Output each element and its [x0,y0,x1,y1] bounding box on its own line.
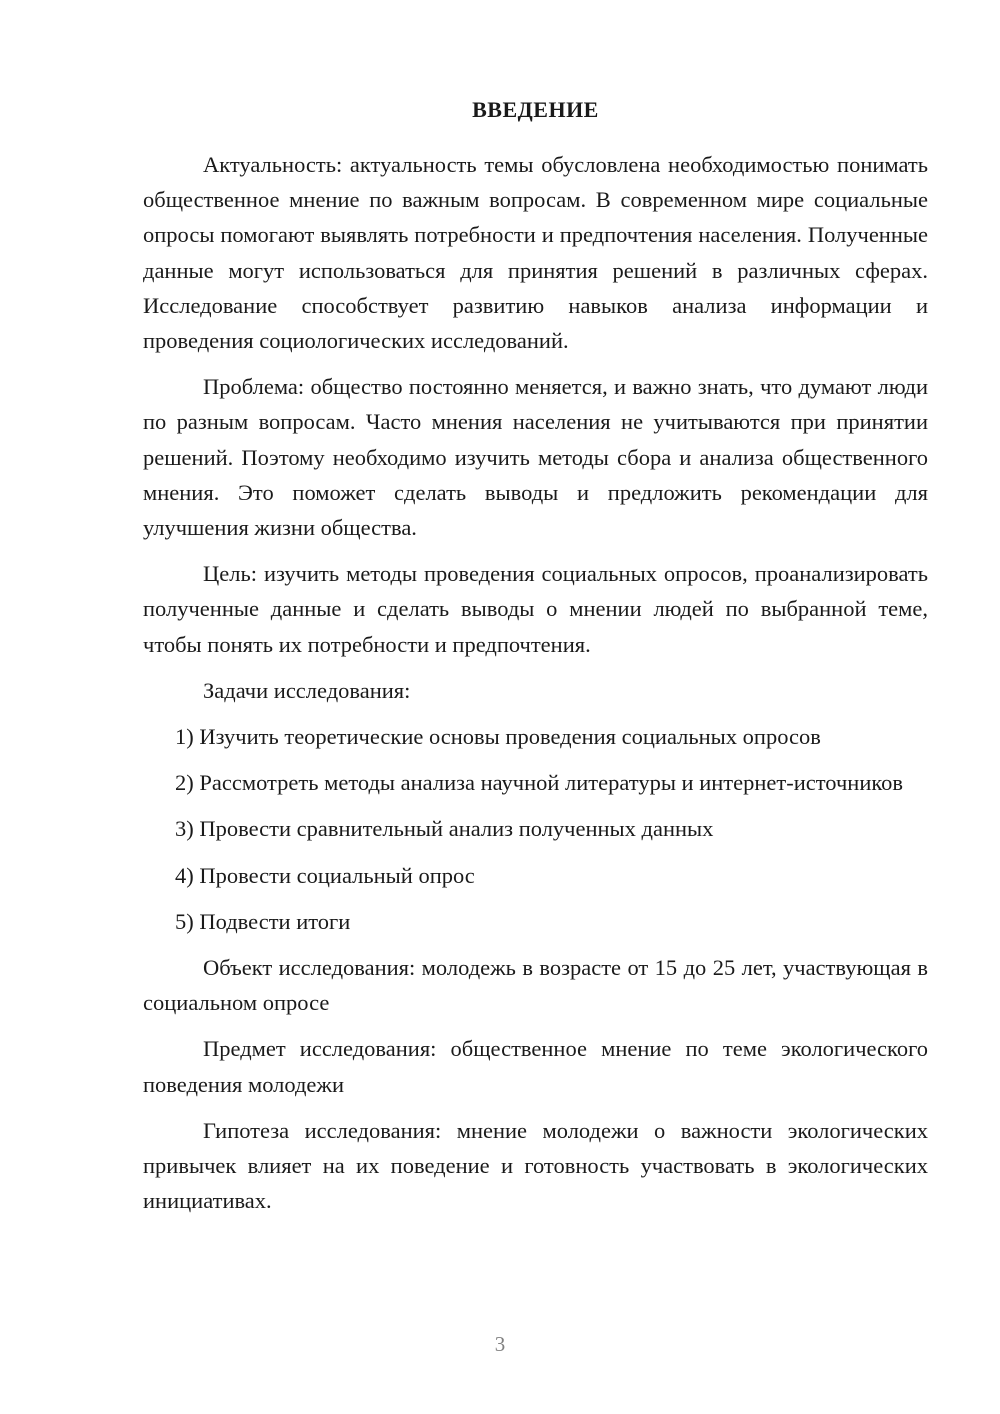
goal-paragraph: Цель: изучить методы проведения социальных опросов, проанализировать полученные данные и сделать выводы о мнении людей по выбранной теме, чтобы понять их потребности и предпочтения. [143,561,928,657]
tasks-heading: Задачи исследования: [203,677,411,703]
task-item-5: 5) Подвести итоги [175,908,351,934]
subject-paragraph: Предмет исследования: общественное мнение по теме экологического поведения молодежи [143,1036,928,1097]
task-item-3: 3) Провести сравнительный анализ полученных данных [175,816,714,842]
task-item-2: 2) Рассмотреть методы анализа научной литературы и интернет-источников [175,770,904,796]
relevance-paragraph: Актуальность: актуальность темы обусловлена необходимостью понимать общественное мнение по важным вопросам. В современном мире социальные опросы помогают выявлять потребности и предпочтения населения. Полученные данные могут использоваться для принятия решений в различных сферах. Исследование способствует развитию навыков анализа информации и проведения социологических исследований. [143,152,928,354]
hypothesis-paragraph: Гипотеза исследования: мнение молодежи о важности экологических привычек влияет на их поведение и готовность участвовать в экологических инициативах. [143,1117,928,1214]
task-item-1: 1) Изучить теоретические основы проведения социальных опросов [175,724,821,750]
problem-paragraph: Проблема: общество постоянно меняется, и важно знать, что думают люди по разным вопросам. Часто мнения населения не учитываются при принятии решений. Поэтому необходимо изучить методы сбора и анализа общественного мнения. Это поможет сделать выводы и предложить рекомендации для улучшения жизни общества. [143,374,928,541]
task-item-4: 4) Провести социальный опрос [175,862,475,888]
section-title: ВВЕДЕНИЕ [472,97,599,122]
page-content [143,92,928,1229]
object-paragraph: Объект исследования: молодежь в возрасте от 15 до 25 лет, участвующая в социальном опросе [143,955,928,1016]
page-number: 3 [494,1332,506,1356]
